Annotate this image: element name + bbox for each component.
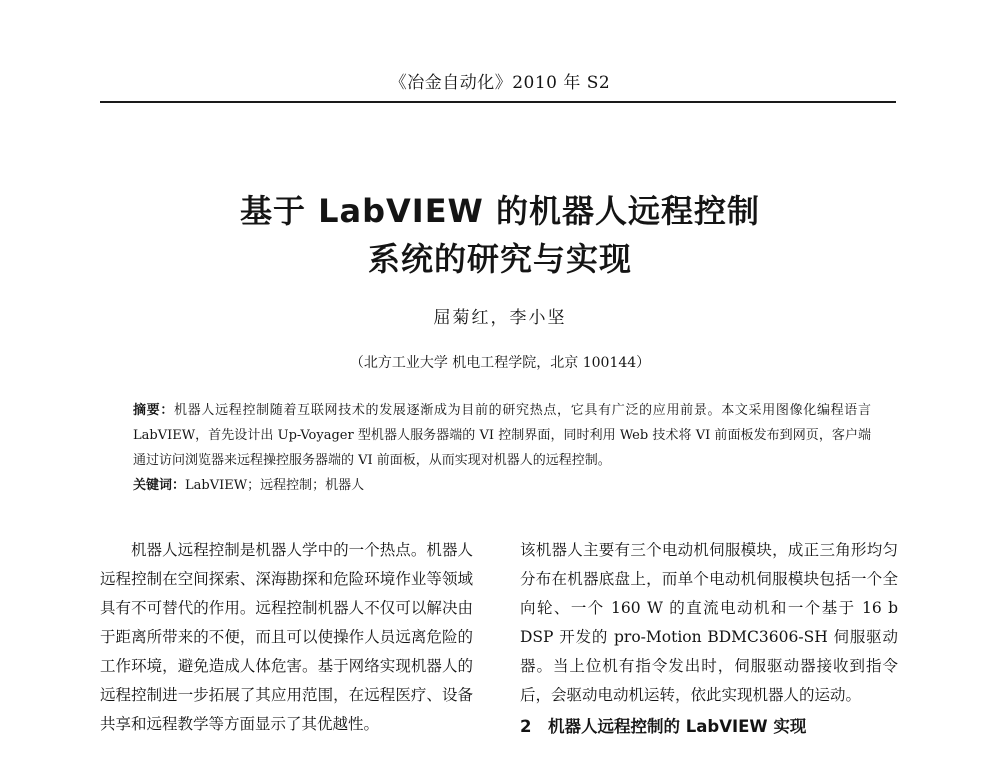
affiliation: （北方工业大学 机电工程学院，北京 100144） [349, 355, 651, 371]
right-body-paragraph: 该机器人主要有三个电动机伺服模块，成正三角形均匀分布在机器底盘上，而单个电动机伺服模块包括一个全向轮、一个 160 W 的直流电动机和一个基于 16 b DSP 开发的 pro-Motion BDMC3606-SH 伺服驱动器。当上位机有指令发出时，伺服驱动器接收到指令后，会驱动电动机运转，依此实现机器人的运动。 [520, 541, 898, 704]
keywords-text: LabVIEW；远程控制；机器人 [185, 478, 365, 493]
section-heading [520, 712, 898, 741]
abstract [133, 398, 871, 473]
authors: 屈菊红，李小坚 [433, 308, 567, 328]
section-title: 机器人远程控制的 LabVIEW 实现 [548, 717, 807, 736]
section-number: 2 [520, 717, 532, 736]
keywords [133, 473, 871, 498]
abstract-text: 机器人远程控制随着互联网技术的发展逐渐成为目前的研究热点，它具有广泛的应用前景。本文采用图像化编程语言 LabVIEW，首先设计出 Up-Voyager 型机器人服务器端的 VI 控制界面，同时利用 Web 技术将 VI 前面板发布到网页，客户端通过访问浏览器来远程操控服务器端的 VI 前面板，从而实现对机器人的远程控制。 [133, 403, 871, 468]
paper-title-line-2: 系统的研究与实现 [367, 240, 632, 278]
header-rule [100, 101, 896, 103]
left-body-paragraph: 机器人远程控制是机器人学中的一个热点。机器人远程控制在空间探索、深海勘探和危险环境作业等领域具有不可替代的作用。远程控制机器人不仅可以解决由于距离所带来的不便，而且可以使操作人员远离危险的工作环境，避免造成人体危害。基于网络实现机器人的远程控制进一步拓展了其应用范围，在远程医疗、设备共享和远程教学等方面显示了其优越性。 [100, 541, 473, 733]
left-column [100, 536, 473, 739]
running-head: 《冶金自动化》2010 年 S2 [389, 73, 611, 93]
keywords-label: 关键词： [133, 478, 186, 493]
right-column [520, 536, 898, 741]
abstract-block [133, 398, 871, 498]
paper-title-line-1: 基于 LabVIEW 的机器人远程控制 [239, 192, 760, 230]
abstract-label: 摘要： [133, 403, 175, 418]
